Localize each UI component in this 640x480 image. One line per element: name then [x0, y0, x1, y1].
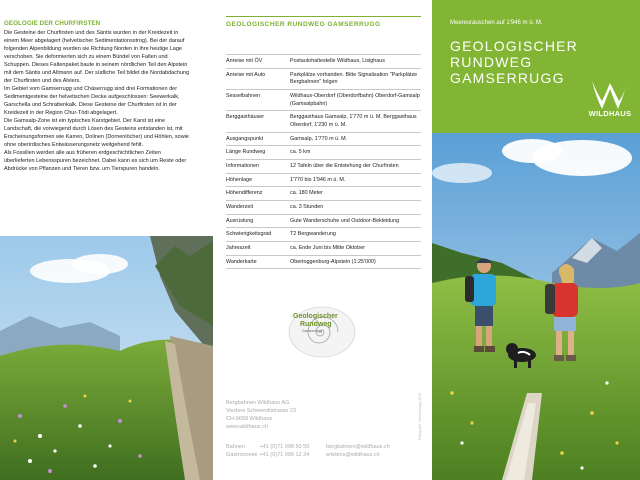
table-row: [226, 242, 421, 256]
row-value: 12 Tafeln über die Entstehung der Churfirsten: [290, 160, 421, 174]
row-value: Gute Wanderschuhe und Outdoor-Bekleidung: [290, 214, 421, 228]
geology-paragraph: Die Gesteine der Churfirsten und des Säntis wurden in der Kreidezeit in einem Meer abgelagert (helvetischer Sedimentationsstrog). Bei der darauf folgenden Alpenbildung wurden sie Richtung Norden in ihre heutige Lage verschoben. Sie deformierten sich zu einem Bündel von Falten und Schuppen. Dieses Faltenpaket baute in seinem nördlichen Teil den Alpstein mit dem Säntis und Altmann auf. Der südliche Teil bildet die Nordabdachung der Churfirsten und des Alviers.: [4, 30, 190, 85]
geology-paragraph: Als Fossilien werden alle aus früheren erdgeschichtlichen Zeiten überlieferten Lebensspuren bezeichnet. Dabei kann es sich um Reste oder Abdrücke von Pflanzen und Tieren bzw. um Tierspuren handeln.: [4, 150, 187, 173]
row-label: Berggasthäuser: [226, 111, 290, 132]
row-label: Höhenlage: [226, 173, 290, 187]
table-row: [226, 111, 421, 132]
row-value: Gamsalp, 1'770 m ü. M.: [290, 132, 421, 146]
address-line: Vordere Schwendistrasse 23: [226, 408, 297, 415]
row-label: Wanderzeit: [226, 201, 290, 215]
contact-row: [226, 443, 390, 451]
geology-paragraph: Im Gebiet vom Gamserrugg und Chäserrugg sind drei Formationen der Sedimentgesteine der helvetischen Decke aufgeschlossen: Seewerkalk, Garschella und Schrattenkalk. Diese Gesteine der Churfirsten ist in der Kreidezeit in der Region Chur-Tödi abgelagert.: [4, 86, 180, 117]
cover-altitude: Meeresrauschen auf 1'946 m ü. M.: [450, 20, 543, 26]
address-line: Bergbahnen Wildhaus AG: [226, 400, 290, 406]
hikers-illustration: [432, 133, 640, 480]
panel-geology-text: [0, 0, 213, 480]
mountain-meadow-photo: [0, 236, 213, 480]
ammonite-icon: [286, 305, 356, 359]
cover-title-line: GAMSERRUGG: [450, 70, 565, 87]
trail-info-table: [226, 54, 421, 269]
row-value: Obertoggenburg-Alpstein (1:25'000): [290, 255, 421, 269]
contact-label: Bahnen: [226, 444, 245, 450]
row-label: Ausgangspunkt: [226, 132, 290, 146]
website-link[interactable]: www.wildhaus.ch: [226, 424, 268, 431]
row-value: ca. 180 Meter: [290, 187, 421, 201]
geological-trail-logo: [286, 305, 356, 359]
row-value: ca. 5 km: [290, 146, 421, 160]
row-label: Anreise mit Auto: [226, 68, 290, 89]
logo-line-1: Geologischer: [293, 313, 338, 320]
row-value: ca. 3 Stunden: [290, 201, 421, 215]
logo-line-3: Gamserrugg: [302, 329, 322, 333]
row-value: 1'770 bis 1'946 m ü. M.: [290, 173, 421, 187]
row-value: T2 Bergwanderung: [290, 228, 421, 242]
table-row: [226, 201, 421, 215]
contact-phone: +41 (0)71 999 12 24: [259, 452, 310, 459]
photo-credit: Fotografie: Gamserrugg 2013: [418, 392, 422, 440]
row-value: Parkplätze vorhanden. Bitte Signalisation "Parkplätze Bergbahnen" folgen: [290, 68, 421, 89]
table-row: [226, 214, 421, 228]
panel-trail-info: [213, 0, 432, 480]
contact-email[interactable]: bergbahnen@wildhaus.ch: [326, 444, 390, 450]
hikers-photo: [432, 133, 640, 480]
contact-row: [226, 451, 390, 459]
brand-name: WILDHAUS: [588, 109, 632, 118]
contact-block: [226, 443, 390, 459]
contact-phone: +41 (0)71 998 50 50: [259, 444, 310, 450]
geology-body: [4, 29, 192, 173]
cover-title-line: RUNDWEG: [450, 54, 533, 71]
table-row: [226, 68, 421, 89]
row-label: Wanderkarte: [226, 255, 290, 269]
row-label: Schwierigkeitsgrad: [226, 228, 290, 242]
table-row: [226, 160, 421, 174]
row-value: Berggasthaus Gamsalp, 1'770 m ü. M. Berggasthaus Oberdorf, 1'230 m ü. M.: [290, 111, 421, 132]
row-value: Postautohaltestelle Wildhaus, Lisighaus: [290, 55, 421, 69]
row-value: Wildhaus-Oberdorf (Oberdorfbahn) Oberdorf-Gamsalp (Gamsalpbahn): [290, 90, 421, 111]
address-line: CH-9658 Wildhaus: [226, 416, 273, 423]
logo-line-2: Rundweg: [300, 321, 332, 328]
row-label: Ausrüstung: [226, 214, 290, 228]
row-label: Höhendifferenz: [226, 187, 290, 201]
table-row: [226, 187, 421, 201]
table-row: [226, 90, 421, 111]
mountain-meadow-illustration: [0, 236, 213, 480]
cover-title: [450, 38, 578, 86]
geology-paragraph: Die Gamsalp-Zone ist ein typisches Karstgebiet. Der Karst ist eine Landschaft, die vorwiegend durch Lösen des Gesteins entstanden ist, mit Erscheinungsformen wie Karren, Dolinen (Dornenlöcher) und Höhlen, sowie ohne oberirdisches Entwässerungsnetz weitgehend fehlt.: [4, 118, 189, 149]
trail-info-heading: GEOLOGISCHER RUNDWEG GAMSERRUGG: [226, 21, 381, 28]
table-row: [226, 55, 421, 69]
geology-heading: GEOLOGIE DER CHURFIRSTEN: [4, 20, 101, 27]
row-label: Sesselbahnen: [226, 90, 290, 111]
row-value: ca. Ende Juni bis Mitte Oktober: [290, 242, 421, 256]
table-row: [226, 173, 421, 187]
top-rule: [226, 16, 421, 17]
contact-email[interactable]: erlebnis@wildhaus.ch: [326, 452, 380, 459]
contact-label: Gastronomie: [226, 452, 258, 459]
cover-title-line: GEOLOGISCHER: [450, 38, 578, 54]
table-row: [226, 255, 421, 269]
table-row: [226, 146, 421, 160]
table-row: [226, 132, 421, 146]
row-label: Informationen: [226, 160, 290, 174]
company-address: [226, 399, 296, 432]
row-label: Anreise mit ÖV: [226, 55, 290, 69]
table-row: [226, 228, 421, 242]
panel-cover: [432, 0, 640, 480]
row-label: Länge Rundweg: [226, 146, 290, 160]
row-label: Jahreszeit: [226, 242, 290, 256]
